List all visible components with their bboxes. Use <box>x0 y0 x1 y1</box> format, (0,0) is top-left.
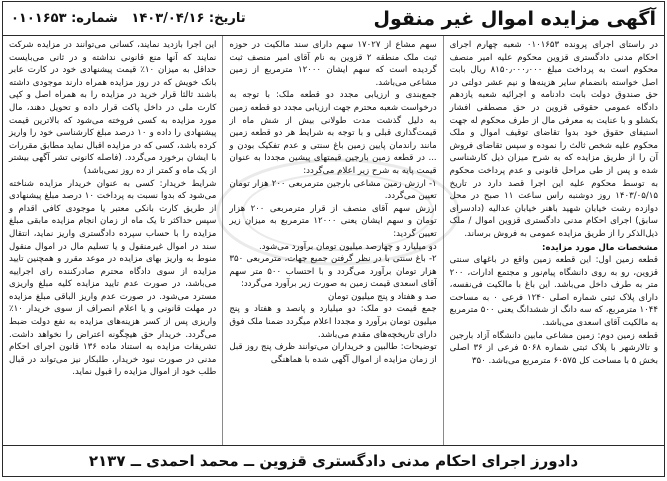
paragraph: ارزش سهم آقای منصف از قرار مترمربعی ۲۰۰ هزار تومان و سهم ایشان یعنی ۱۲۰۰۰ مترمربع به میزان زیر تعیین گردید: <box>229 203 437 239</box>
second-land-paragraph: قطعه زمین دوم: زمین مشاعی مابین دانشگاه آزاد بارجین و تالارشهر با پلاک ثبتی شماره ۵۰۶۸ فرعی از ۳۶ اصلی بخش ۵ با مساحت کل ۶۰۵۷۵ مترمربع می‌باشد. ۳۵۰ <box>449 330 658 366</box>
column-middle <box>223 36 443 446</box>
paragraph: صد و هفتاد و پنج میلیون تومان <box>327 291 437 302</box>
date-and-number <box>11 11 246 26</box>
first-land-paragraph: قطعه زمین اول: این قطعه زمین واقع در باغهای سنتی قزوین، رو به روی دانشگاه پیام‌نور و مجتمع ادارات، ۲۰۰ متر به طرف داخل می‌باشد. این باغ با مالکیت فی‌نفسه، دارای پلاک ثبتی شماره اصلی ۱۲۴۰ فرعی ۰ به مساحت ۱۰۴۴ مترمربع، که سه دانگ از ششدانگ یعنی ۵۰۰ مترمربع به مالکیت آقای اسعدی می‌باشد. <box>449 255 658 329</box>
paragraph: ۲- باغ سنتی با در نظر گرفتن جمیع جهات، مترمربعی ۳۵۰ هزار تومان برآورد می‌گردد و با احتساب ۵۰۰ متر سهم آقای اسعدی قیمت زمین به صورت زیر برآورد می‌گردد: <box>229 254 437 290</box>
buyer-conditions-paragraph: شرایط خریدار: کسی به عنوان خریدار مزایده شناخته می‌شود که بدوا نسبت به پرداخت ۱۰ درصد مبلغ پیشنهادی از طریق کارت بانکی معتبر یا موجودی کافی اقدام و سپس حداکثر تا یک ماه از زمان انجام مزایده مابقی مبلغ مزایده را با حساب سپرده دادگستری واریز نماید، انتقال سند در اموال غیرمنقول و یا تسلیم مال در اموال منقول منوط به واریز بهای مزایده در موعد مقرر و همچنین تایید مزایده از سوی دادگاه محترم صادرکننده رای اجراییه می‌باشد، در صورت عدم تایید مزایده کلیه مبلغ واریزی مسترد می‌شود. در صورت عدم واریز الباقی مبلغ مزایده در مهلت قانونی و یا اعلام انصراف از سوی خریدار ۱۰٪ واریزی پس از کسر هزینه‌های مزایده به نفع دولت ضبط می‌گردد. خریدار حق هیچگونه اعتراض را نخواهد داشت. تشریفات مزایده به استناد ماده ۱۳۶ قانون اجرای احکام مدنی در صورت نبود خریدار، طلبکار نیز می‌تواند در قبال طلب خود از اموال مزایده را قبول نماید. <box>9 178 217 378</box>
property-specs-heading: مشخصات مال مورد مزایده: <box>542 242 658 253</box>
intro-paragraph: در راستای اجرای پرونده ۰۱۰۱۶۵۳ شعبه چهارم اجرای احکام مدنی دادگستری قزوین محکوم علیه امیر منصف محکوم است به پرداخت مبلغ ۸۱۵۰٫۰۰۰٫۰۰۰ ریال بابت اصل خواسته بانضمام سایر هزینه‌ها و نیم عشر دولتی در حق صندوق دولت بابت دادنامه و اجرائیه شعبه یازدهم دادگاه عمومی حقوقی قزوین در حق مصطفی افشار بکشلو و با عنایت به معرفی مال از طرف محکوم له جهت استیفای حقوق خود بدوا تقاضای توقیف اموال و ملک محکوم علیه شخص ثالث را نموده و سپس تقاضای فروش آن را از طریق مزایده که به شرح میزان ذیل کارشناسی شده و پس از طی مراحل قانونی و عدم پرداخت محکوم به توسط محکوم علیه این اجرا قصد دارد در تاریخ ۱۴۰۳/۰۵/۱۵ روز دوشنبه راس ساعت ۱۱ صبح در محل دوازده رشت خیابان شهید باهنر خیابان عدالیه (دادسرای سابق) اجرای احکام مدنی دادگستری قزوین اموال / ملک ذیل‌الذکر را از طریق مزایده عمومی به فروش برساند. <box>449 40 658 239</box>
paragraph: توضیحات: طالبین و خریداران می‌توانند ظرف پنج روز قبل از زمان مزایده از اموال آگهی شده با هماهنگی <box>229 342 437 365</box>
paragraph: جمع قیمت دو ملک: دو میلیارد و پانصد و هفتاد و پنج میلیون تومان برآورد و مجددا اعلام میگردد ضمنا ملک فوق دارای تاریخچه‌های مقدم می‌باشد. <box>229 304 437 340</box>
paragraph: این اجرا بازدید نمایند، کسانی می‌توانند در مزایده شرکت نمایند که آنها منع قانونی نداشته و در ثانی می‌بایست حداقل به میزان ۱۰٪ قیمت پیشنهادی خود در کارت عابر بانک خویش که در روز مزایده همراه دارند موجودی داشته باشند ثالثا قرار خرید در مزایده را به همراه اصل و کپی کارت ملی در داخل پاکت قرار داده و تحویل دهند، مال مورد مزایده به کسی فروخته می‌شود که بالاترین قیمت پیشنهادی را داده و ۱۰ درصد مبلغ کارشناسی خود را واریز کرده باشد، کسی که در مزایده اقبال نماید مطابق مقررات با ایشان برخورد می‌گردد. (فاصله کانونی تشر آگهی بیشتر از یک ماه و کمتر از ده روز نمی‌باشد) <box>9 40 217 176</box>
notice-body <box>3 36 664 446</box>
date-label: تاریخ: <box>208 11 246 26</box>
notice-page <box>2 1 665 477</box>
column-left <box>3 36 223 446</box>
date-value: ۱۴۰۳/۰۴/۱۶ <box>131 11 205 26</box>
paragraph: دو میلیارد و چهارصد میلیون تومان برآورد می‌شود. <box>258 241 437 252</box>
notice-title: آگهی مزایده اموال غیر منقول <box>373 7 656 30</box>
number-label: شماره: <box>71 11 118 26</box>
notice-header <box>3 2 664 36</box>
paragraph: سهم مشاع از ۱۷۰۲۷ سهم دارای سند مالکیت در حوزه ثبت ملک منطقه ۲ قزوین به نام آقای امیر منصف ثبت گردیده است که سهم ایشان ۱۲۰۰۰ مترمربع از زمین مشاعی می‌باشد. <box>229 40 437 88</box>
number-value: ۰۱۰۱۶۵۳ <box>11 11 67 26</box>
paragraph: جمع‌بندی و ارزیابی مجدد دو قطعه ملک: با توجه به درخواست شعبه محترم جهت ارزیابی مجدد دو قطعه زمین به دلیل گذشت مدت طولانی بیش از شش ماه از قیمت‌گذاری قبلی و با توجه به شرایط هر دو قطعه زمین مانند راندمان پایین زمین باغ سنتی و عدم تفکیک بودن و ... در قطعه زمین بارجین قیمتهای پیشین مجددا به عنوان قیمت پایه به شرح زیر اعلام می‌گردد: <box>229 90 437 176</box>
paragraph: ۱- ارزش زمین مشاعی بارجین مترمربعی ۲۰۰ هزار تومان تعیین می‌گردد. <box>229 178 437 202</box>
column-right <box>444 36 664 446</box>
notice-footer: دادورز اجرای احکام مدنی دادگستری قزوین ــ محمد احمدی ــ ۲۱۳۷ <box>3 445 664 476</box>
